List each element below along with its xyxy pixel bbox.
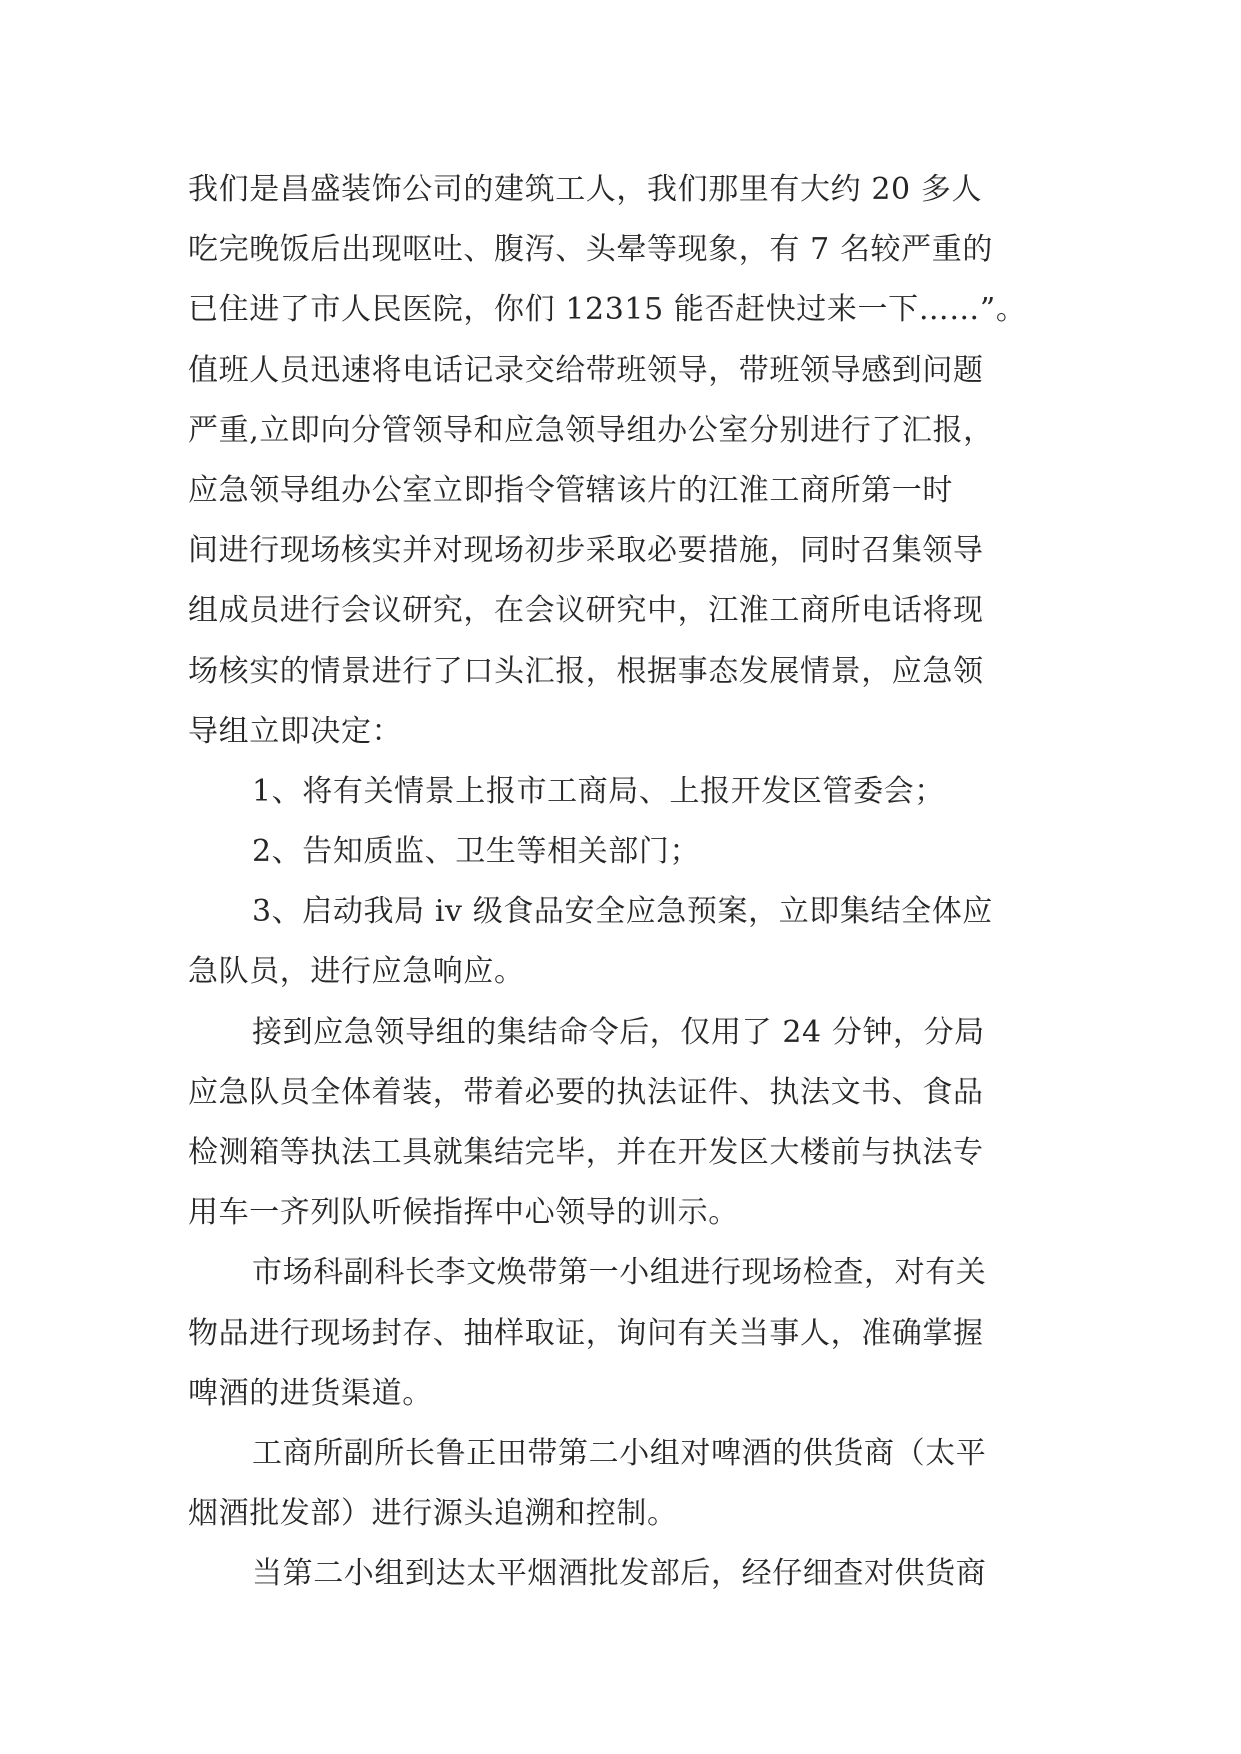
list-item-1: 1、将有关情景上报市工商局、上报开发区管委会； [252,773,945,809]
list-item-2: 2、告知质监、卫生等相关部门； [252,834,701,870]
text-line: 组成员进行会议研究，在会议研究中，江淮工商所电话将现 [188,593,984,629]
text-line: 间进行现场核实并对现场初步采取必要措施，同时召集领导 [188,533,984,569]
text-line: 我们是昌盛装饰公司的建筑工人，我们那里有大约 20 多人 [188,172,983,207]
text-line: 严重,立即向分管领导和应急领导组办公室分别进行了汇报， [188,412,994,448]
text-line: 检测箱等执法工具就集结完毕，并在开发区大楼前与执法专 [188,1135,984,1170]
text-line: 用车一齐列队听候指挥中心领导的训示。 [188,1195,739,1231]
text-line: 值班人员迅速将电话记录交给带班领导，带班领导感到问题 [188,352,984,388]
text-line: 啤酒的进货渠道。 [188,1375,433,1411]
text-line: 烟酒批发部）进行源头追溯和控制。 [188,1496,678,1532]
paragraph-start: 当第二小组到达太平烟酒批发部后，经仔细查对供货商 [252,1556,987,1592]
text-line: 已住进了市人民医院，你们 12315 能否赶快过来一下……”。 [188,292,1027,328]
text-line: 急队员，进行应急响应。 [188,954,525,990]
text-line: 导组立即决定： [188,713,403,749]
text-line: 应急队员全体着装，带着必要的执法证件、执法文书、食品 [188,1074,984,1110]
body-text [188,160,1058,1605]
text-line: 场核实的情景进行了口头汇报，根据事态发展情景，应急领 [188,653,984,689]
list-item-3: 3、启动我局 iv 级食品安全应急预案，立即集结全体应 [252,894,993,930]
paragraph-start: 市场科副科长李文焕带第一小组进行现场检查，对有关 [252,1255,987,1291]
text-line: 吃完晚饭后出现呕吐、腹泻、头晕等现象，有 7 名较严重的 [188,232,993,268]
paragraph-start: 接到应急领导组的集结命令后，仅用了 24 分钟，分局 [252,1014,985,1050]
text-line: 物品进行现场封存、抽样取证，询问有关当事人，准确掌握 [188,1315,984,1351]
paragraph-start: 工商所副所长鲁正田带第二小组对啤酒的供货商（太平 [252,1435,987,1471]
text-line: 应急领导组办公室立即指令管辖该片的江淮工商所第一时 [188,472,953,508]
